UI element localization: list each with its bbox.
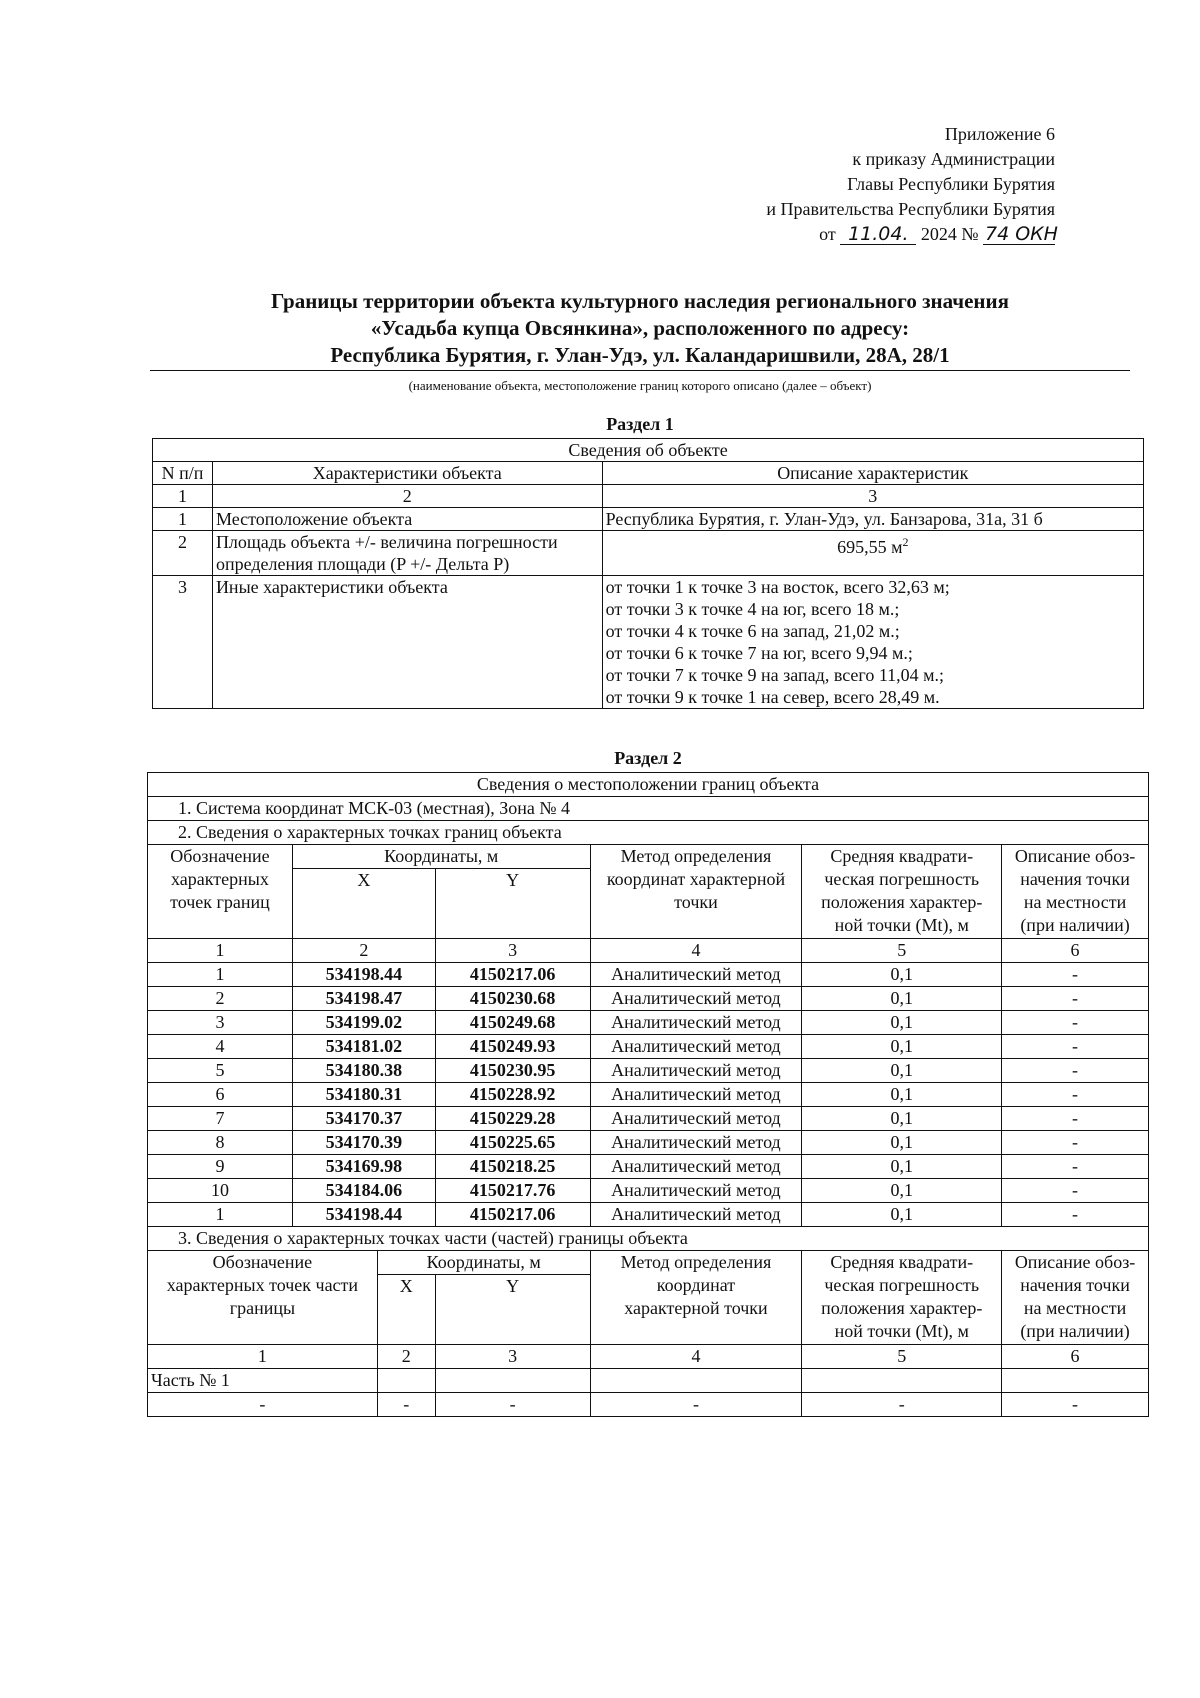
point-row — [148, 1059, 1149, 1083]
point-mt: 0,1 — [802, 1035, 1002, 1059]
parts-header-error — [802, 1251, 1002, 1345]
col-header-x: X — [292, 869, 435, 939]
table-row — [153, 576, 1144, 709]
point-desc: - — [1002, 1059, 1149, 1083]
row-characteristic: Местоположение объекта — [212, 508, 602, 531]
header-line: координат характерной — [606, 869, 786, 889]
col-number: 3 — [435, 1345, 590, 1369]
row-description — [602, 576, 1143, 709]
point-id: 3 — [148, 1011, 293, 1035]
col-number: 3 — [602, 485, 1143, 508]
point-method: Аналитический метод — [590, 1179, 802, 1203]
point-x: 534170.39 — [292, 1131, 435, 1155]
header-line: точки — [674, 892, 718, 912]
point-desc: - — [1002, 963, 1149, 987]
area-value: 695,55 м — [837, 537, 903, 557]
point-x: 534198.47 — [292, 987, 435, 1011]
area-unit-superscript: 2 — [902, 535, 909, 549]
table-title: Сведения об объекте — [153, 439, 1144, 462]
point-desc: - — [1002, 1179, 1149, 1203]
point-y: 4150249.93 — [435, 1035, 590, 1059]
part-label: Часть № 1 — [148, 1369, 378, 1393]
parts-header-y: Y — [435, 1275, 590, 1345]
object-info-table — [152, 438, 1144, 709]
point-y: 4150230.95 — [435, 1059, 590, 1083]
point-row — [148, 1107, 1149, 1131]
row-number: 1 — [153, 508, 213, 531]
date-prefix: от — [819, 224, 836, 244]
header-line: характерной точки — [624, 1298, 768, 1318]
row-number: 2 — [153, 531, 213, 576]
point-id: 9 — [148, 1155, 293, 1179]
point-row — [148, 1155, 1149, 1179]
col-header-error — [802, 845, 1002, 939]
header-line: Описание обоз- — [1014, 846, 1136, 866]
boundary-segment: от точки 3 к точке 4 на юг, всего 18 м.; — [605, 599, 900, 619]
header-line: ческая погрешность — [824, 1275, 980, 1295]
point-id: 6 — [148, 1083, 293, 1107]
header-line: Метод определения — [620, 846, 772, 866]
header-line: начения точки — [1020, 869, 1130, 889]
document-title — [150, 288, 1130, 371]
boundary-segment: от точки 7 к точке 9 на запад, всего 11,04 м.; — [605, 665, 945, 685]
header-line: характерных точек части — [166, 1275, 359, 1295]
point-x: 534184.06 — [292, 1179, 435, 1203]
point-id: 1 — [148, 1203, 293, 1227]
header-line: на местности — [1023, 892, 1127, 912]
col-number: 6 — [1002, 1345, 1149, 1369]
col-number: 1 — [153, 485, 213, 508]
point-id: 5 — [148, 1059, 293, 1083]
point-row — [148, 1203, 1149, 1227]
row-characteristic-line: Площадь объекта +/- величина погрешности — [215, 532, 558, 552]
date-year: 2024 № — [920, 224, 979, 244]
boundary-segment: от точки 4 к точке 6 на запад, 21,02 м.; — [605, 621, 900, 641]
point-id: 7 — [148, 1107, 293, 1131]
header-line: положения характер- — [821, 1298, 983, 1318]
point-row — [148, 963, 1149, 987]
col-header: Описание характеристик — [602, 462, 1143, 485]
part-cell: - — [148, 1393, 378, 1417]
appendix-block — [766, 122, 1058, 247]
header-line: Обозначение — [170, 846, 270, 866]
col-number: 4 — [590, 1345, 802, 1369]
part-cell: - — [1002, 1393, 1149, 1417]
point-row — [148, 1179, 1149, 1203]
point-x: 534198.44 — [292, 963, 435, 987]
table-row — [153, 531, 1144, 576]
col-number: 1 — [148, 939, 293, 963]
point-id: 10 — [148, 1179, 293, 1203]
boundary-location-table — [147, 772, 1149, 1417]
point-y: 4150249.68 — [435, 1011, 590, 1035]
header-line: на местности — [1023, 1298, 1127, 1318]
col-number: 5 — [802, 939, 1002, 963]
point-desc: - — [1002, 1155, 1149, 1179]
point-mt: 0,1 — [802, 1203, 1002, 1227]
header-line: Средняя квадрати- — [830, 1252, 974, 1272]
boundary-segment: от точки 9 к точке 1 на север, всего 28,49 м. — [605, 687, 940, 707]
parts-header-method — [590, 1251, 802, 1345]
point-x: 534198.44 — [292, 1203, 435, 1227]
header-line: границы — [229, 1298, 296, 1318]
row-characteristic: Иные характеристики объекта — [212, 576, 602, 709]
point-x: 534181.02 — [292, 1035, 435, 1059]
point-method: Аналитический метод — [590, 1155, 802, 1179]
section-1-heading: Раздел 1 — [606, 414, 674, 434]
col-number: 1 — [148, 1345, 378, 1369]
row-characteristic-line: определения площади (P +/- Дельта P) — [215, 554, 510, 574]
point-desc: - — [1002, 1083, 1149, 1107]
point-x: 534199.02 — [292, 1011, 435, 1035]
point-method: Аналитический метод — [590, 1059, 802, 1083]
appendix-line: и Правительства Республики Бурятия — [766, 199, 1055, 219]
order-date-line — [766, 222, 1058, 247]
point-y: 4150218.25 — [435, 1155, 590, 1179]
title-line: Границы территории объекта культурного наследия регионального значения — [270, 289, 1009, 313]
part-cell: - — [435, 1393, 590, 1417]
col-number: 4 — [590, 939, 802, 963]
point-y: 4150230.68 — [435, 987, 590, 1011]
point-method: Аналитический метод — [590, 963, 802, 987]
point-desc: - — [1002, 987, 1149, 1011]
row-description — [602, 531, 1143, 576]
part-cell: - — [802, 1393, 1002, 1417]
parts-header-description — [1002, 1251, 1149, 1345]
point-id: 1 — [148, 963, 293, 987]
point-mt: 0,1 — [802, 987, 1002, 1011]
parts-header-coords: Координаты, м — [377, 1251, 590, 1275]
point-method: Аналитический метод — [590, 1131, 802, 1155]
point-desc: - — [1002, 1131, 1149, 1155]
appendix-line: Главы Республики Бурятия — [847, 174, 1055, 194]
title-caption: (наименование объекта, местоположение границ которого описано (далее – объект) — [408, 378, 872, 393]
point-method: Аналитический метод — [590, 1035, 802, 1059]
header-line: (при наличии) — [1020, 915, 1130, 935]
point-row — [148, 987, 1149, 1011]
point-mt: 0,1 — [802, 1011, 1002, 1035]
point-y: 4150217.06 — [435, 963, 590, 987]
header-line: характерных — [171, 869, 269, 889]
point-desc: - — [1002, 1035, 1149, 1059]
col-header: Характеристики объекта — [212, 462, 602, 485]
col-header-coords: Координаты, м — [292, 845, 590, 869]
col-number: 5 — [802, 1345, 1002, 1369]
header-line: Средняя квадрати- — [830, 846, 974, 866]
col-header-designation — [148, 845, 293, 939]
col-number: 2 — [377, 1345, 435, 1369]
point-id: 2 — [148, 987, 293, 1011]
point-desc: - — [1002, 1107, 1149, 1131]
point-method: Аналитический метод — [590, 1107, 802, 1131]
parts-header-designation — [148, 1251, 378, 1345]
title-line-underlined: Республика Бурятия, г. Улан-Удэ, ул. Каландаришвили, 28А, 28/1 — [150, 342, 1130, 371]
row-characteristic — [212, 531, 602, 576]
point-mt: 0,1 — [802, 1155, 1002, 1179]
point-method: Аналитический метод — [590, 1083, 802, 1107]
point-mt: 0,1 — [802, 1083, 1002, 1107]
points-heading: 2. Сведения о характерных точках границ объекта — [148, 821, 1149, 845]
coordinate-system: 1. Система координат МСК-03 (местная), Зона № 4 — [148, 797, 1149, 821]
handwritten-order-number: 74 ОКН — [985, 223, 1058, 245]
point-x: 534180.31 — [292, 1083, 435, 1107]
point-mt: 0,1 — [802, 1131, 1002, 1155]
point-desc: - — [1002, 1203, 1149, 1227]
point-mt: 0,1 — [802, 1107, 1002, 1131]
col-header-description — [1002, 845, 1149, 939]
point-method: Аналитический метод — [590, 987, 802, 1011]
section-2-heading: Раздел 2 — [614, 748, 682, 768]
point-row — [148, 1011, 1149, 1035]
point-y: 4150225.65 — [435, 1131, 590, 1155]
point-method: Аналитический метод — [590, 1203, 802, 1227]
point-desc: - — [1002, 1011, 1149, 1035]
title-line: «Усадьба купца Овсянкина», расположенного по адресу: — [370, 316, 910, 340]
point-y: 4150228.92 — [435, 1083, 590, 1107]
col-header: N п/п — [153, 462, 213, 485]
header-line: точек границ — [170, 892, 270, 912]
part-label-row — [148, 1369, 1149, 1393]
col-number: 2 — [292, 939, 435, 963]
point-method: Аналитический метод — [590, 1011, 802, 1035]
header-line: Описание обоз- — [1014, 1252, 1136, 1272]
col-header-y: Y — [435, 869, 590, 939]
col-number: 3 — [435, 939, 590, 963]
point-y: 4150217.06 — [435, 1203, 590, 1227]
header-line: ческая погрешность — [824, 869, 980, 889]
point-y: 4150217.76 — [435, 1179, 590, 1203]
appendix-line: Приложение 6 — [944, 124, 1055, 144]
point-mt: 0,1 — [802, 1179, 1002, 1203]
col-header-method — [590, 845, 802, 939]
header-line: начения точки — [1020, 1275, 1130, 1295]
point-mt: 0,1 — [802, 1059, 1002, 1083]
point-x: 534180.38 — [292, 1059, 435, 1083]
header-line: Метод определения — [620, 1252, 772, 1272]
point-row — [148, 1131, 1149, 1155]
table-title: Сведения о местоположении границ объекта — [148, 773, 1149, 797]
boundary-segment: от точки 6 к точке 7 на юг, всего 9,94 м.; — [605, 643, 913, 663]
header-line: ной точки (Mt), м — [834, 1321, 969, 1341]
header-line: (при наличии) — [1020, 1321, 1130, 1341]
parts-heading: 3. Сведения о характерных точках части (частей) границы объекта — [148, 1227, 1149, 1251]
handwritten-date: 11.04. — [840, 224, 916, 245]
point-row — [148, 1083, 1149, 1107]
col-number: 6 — [1002, 939, 1149, 963]
point-id: 8 — [148, 1131, 293, 1155]
header-line: координат — [656, 1275, 736, 1295]
row-number: 3 — [153, 576, 213, 709]
point-x: 534169.98 — [292, 1155, 435, 1179]
appendix-line: к приказу Администрации — [852, 149, 1055, 169]
row-description: Республика Бурятия, г. Улан-Удэ, ул. Банзарова, 31а, 31 б — [602, 508, 1143, 531]
parts-header-x: X — [377, 1275, 435, 1345]
point-id: 4 — [148, 1035, 293, 1059]
header-line: ной точки (Mt), м — [834, 915, 969, 935]
boundary-segment: от точки 1 к точке 3 на восток, всего 32,63 м; — [605, 577, 950, 597]
part-cell: - — [590, 1393, 802, 1417]
col-number: 2 — [212, 485, 602, 508]
part-cell: - — [377, 1393, 435, 1417]
point-y: 4150229.28 — [435, 1107, 590, 1131]
header-line: положения характер- — [821, 892, 983, 912]
point-x: 534170.37 — [292, 1107, 435, 1131]
table-row — [153, 508, 1144, 531]
point-row — [148, 1035, 1149, 1059]
part-row — [148, 1393, 1149, 1417]
header-line: Обозначение — [212, 1252, 313, 1272]
point-mt: 0,1 — [802, 963, 1002, 987]
